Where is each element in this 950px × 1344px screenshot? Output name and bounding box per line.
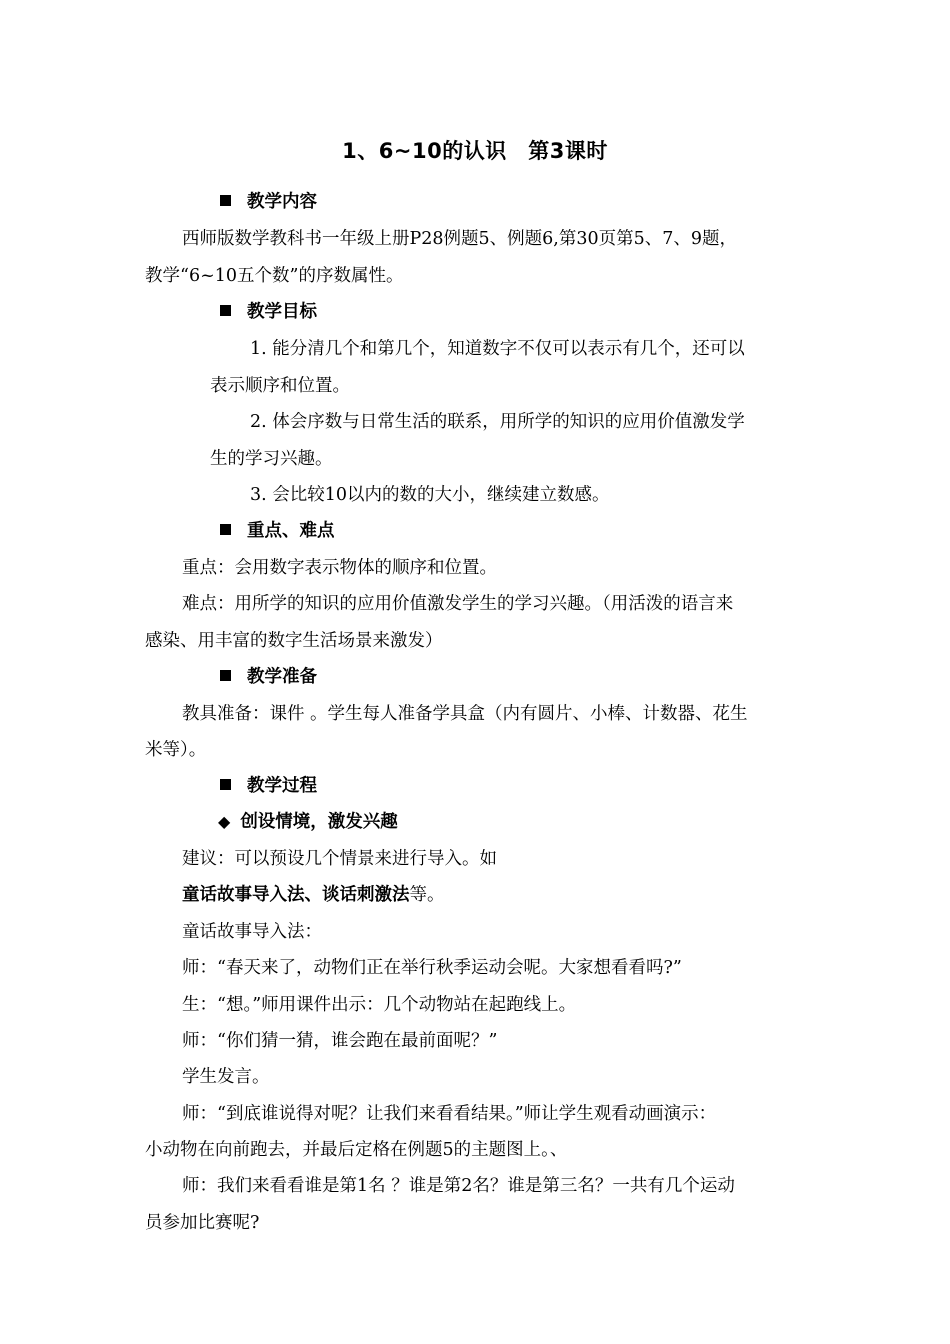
paragraph-line: 教具准备：课件 。学生每人准备学具盒（内有圆片、小棒、计数器、花生 — [182, 704, 748, 724]
methods-bold: 童话故事导入法、谈话刺激法 — [182, 885, 410, 905]
dialog-line: 学生发言。 — [182, 1067, 270, 1087]
dialog-line: 生：“想。”师用课件出示：几个动物站在起跑线上。 — [182, 995, 577, 1015]
paragraph-line: 难点：用所学的知识的应用价值激发学生的学习兴趣。（用活泼的语言来 — [182, 594, 734, 614]
goal-line: 3. 会比较10以内的数的大小，继续建立数感。 — [250, 485, 610, 505]
paragraph-line: 西师版数学教科书一年级上册P28例题5、例题6,第30页第5、7、9题， — [182, 229, 738, 249]
square-bullet-icon — [220, 779, 231, 790]
dialog-line: 小动物在向前跑去，并最后定格在例题5的主题图上。、 — [145, 1140, 568, 1160]
subsection-heading: ◆ 创设情境，激发兴趣 — [218, 812, 398, 832]
dialog-line: 员参加比赛呢? — [145, 1213, 260, 1233]
square-bullet-icon — [220, 195, 231, 206]
goal-line: 1. 能分清几个和第几个，知道数字不仅可以表示有几个，还可以 — [250, 339, 745, 359]
page-title: 1、6~10的认识 第3课时 — [342, 139, 608, 163]
dialog-line: 师：“你们猜一猜，谁会跑在最前面呢？” — [182, 1031, 498, 1051]
square-bullet-icon — [220, 524, 231, 535]
methods-suffix: 等。 — [409, 885, 445, 905]
section-heading-content: 教学内容 — [220, 190, 317, 214]
paragraph-line: 教学“6~10五个数”的序数属性。 — [145, 266, 404, 286]
paragraph-line: 感染、用丰富的数字生活场景来激发） — [145, 631, 443, 651]
paragraph-line: 建议：可以预设几个情景来进行导入。如 — [182, 849, 497, 869]
square-bullet-icon — [220, 670, 231, 681]
dialog-line: 师：我们来看看谁是第1名 ？谁是第2名？谁是第三名？一共有几个运动 — [182, 1176, 735, 1196]
diamond-icon: ◆ — [218, 812, 231, 831]
section-heading-process: 教学过程 — [220, 774, 317, 798]
dialog-line: 师：“春天来了，动物们正在举行秋季运动会呢。大家想看看吗?” — [182, 958, 682, 978]
dialog-line: 师：“到底谁说得对呢？让我们来看看结果。”师让学生观看动画演示： — [182, 1104, 717, 1124]
goal-line: 生的学习兴趣。 — [210, 449, 333, 469]
section-heading-goals: 教学目标 — [220, 300, 317, 324]
section-heading-prep: 教学准备 — [220, 665, 317, 689]
paragraph-line: 米等）。 — [145, 740, 207, 760]
section-heading-keypoints: 重点、难点 — [220, 519, 335, 543]
goal-line: 2. 体会序数与日常生活的联系，用所学的知识的应用价值激发学 — [250, 412, 745, 432]
paragraph-line: 重点：会用数字表示物体的顺序和位置。 — [182, 558, 497, 578]
dialog-line: 童话故事导入法： — [182, 922, 322, 942]
methods-line — [182, 883, 445, 907]
goal-line: 表示顺序和位置。 — [210, 376, 350, 396]
square-bullet-icon — [220, 305, 231, 316]
